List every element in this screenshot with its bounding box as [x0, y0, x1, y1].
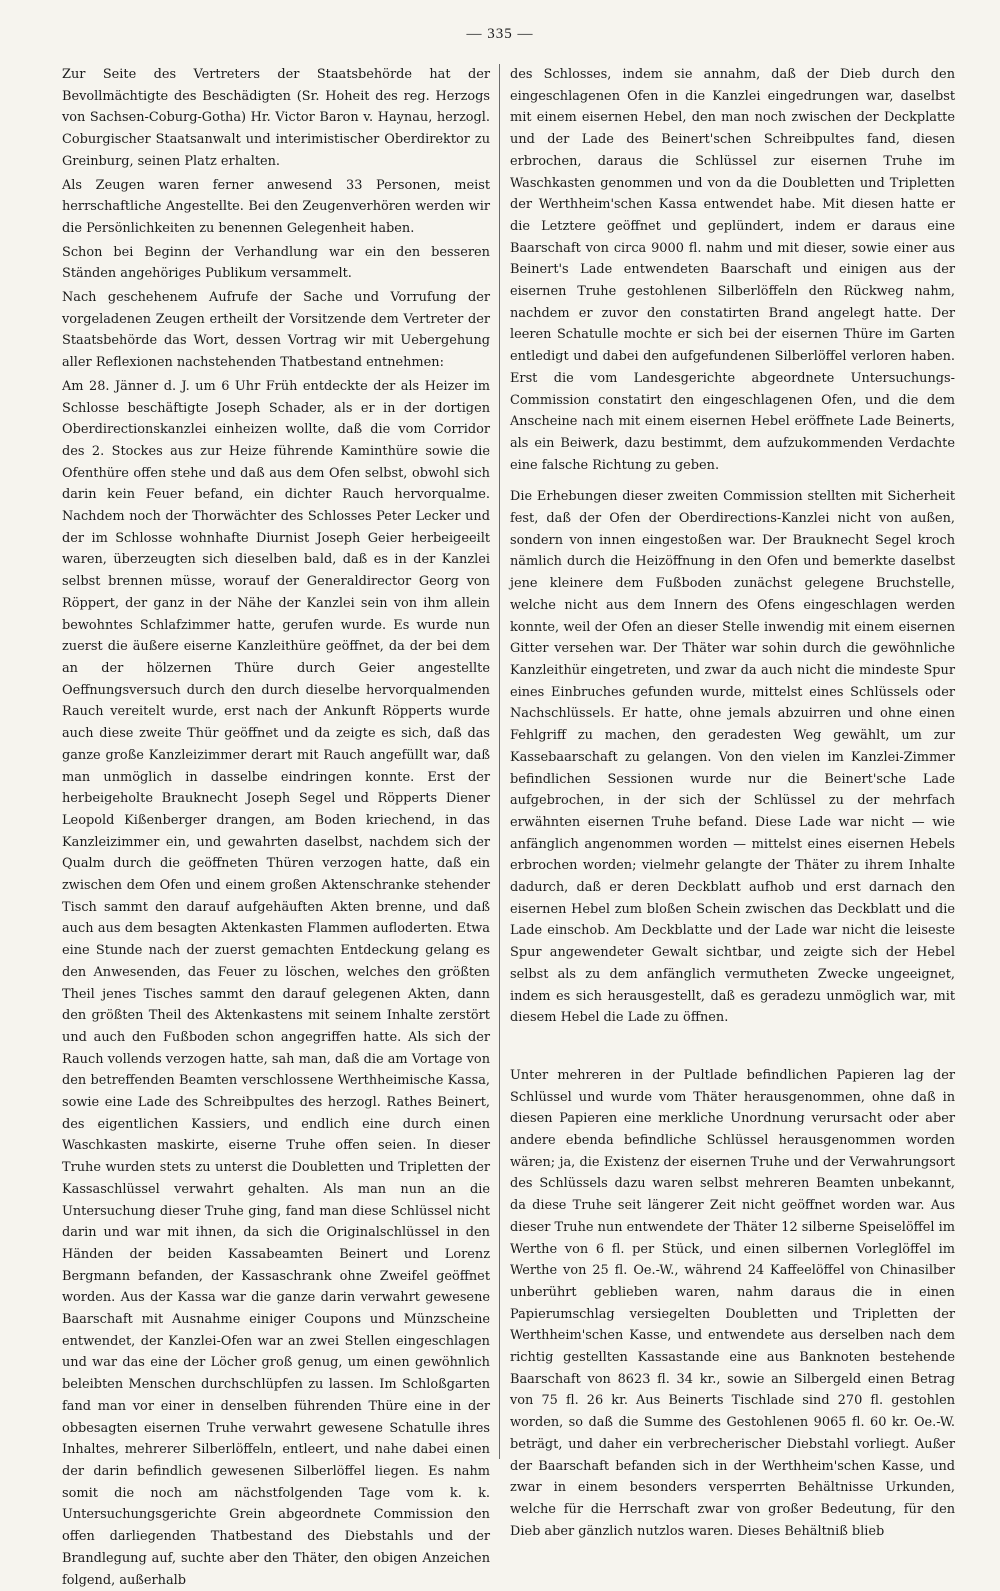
paragraph: Zur Seite des Vertreters der Staatsbehörde hat der Bevollmächtigte des Beschädigten (Sr. Hoheit des reg. Herzogs von Sachsen-Coburg-Gotha) Hr. Victor Baron v. Haynau, herzogl. Coburgischer Staatsanwalt und interimistischer Oberdirektor zu Greinburg, seinen Platz erhalten. — [62, 67, 490, 169]
paragraph: Nach geschehenem Aufrufe der Sache und Vorrufung der vorgeladenen Zeugen ertheilt der Vorsitzende dem Vertreter der Staatsbehörde das Wort, dessen Vortrag wir mit Uebergehung aller Reflexionen nachstehenden Thatbestand entnehmen: — [62, 290, 490, 371]
paragraph: Schon bei Beginn der Verhandlung war ein den besseren Ständen angehöriges Publikum versammelt. — [62, 244, 490, 282]
paragraph: Am 28. Jänner d. J. um 6 Uhr Früh entdeckte der als Heizer im Schlosse beschäftigte Joseph Schader, als er in der dortigen Oberdirectionskanzlei einheizen wollte, daß die vom Corridor des 2. Stockes aus zur Heize führende Kaminthüre sowie die Ofenthüre offen stehe und daß aus dem Ofen selbst, obwohl sich darin kein Feuer befand, ein dichter Rauch hervorqualme. Nachdem noch der Thorwächter des Schlosses Peter Lecker und der im Schlosse wohnhafte Diurnist Joseph Geier herbeigeeilt waren, überzeugten sich dieselben bald, daß es in der Kanzlei selbst brennen müsse, worauf der Generaldirector Georg von Röppert, der ganz in der Nähe der Kanzlei sein von ihm allein bewohntes Schlafzimmer hatte, gerufen wurde. Es wurde nun zuerst die äußere eiserne Kanzleithüre geöffnet, da der bei dem an der hölzernen Thüre durch Geier angestellte Oeffnungsversuch durch den durch dieselbe hervorqualmenden Rauch vereitelt wurde, erst nach der Ankunft Röpperts wurde auch diese zweite Thür geöffnet und da zeigte es sich, daß das ganze große Kanzleizimmer derart mit Rauch angefüllt war, daß man unmöglich in dasselbe eindringen konnte. Erst der herbeigeholte Brauknecht Joseph Segel und Röpperts Diener Leopold Kißenberger drangen, am Boden kriechend, in das Kanzleizimmer ein, und gewahrten daselbst, nachdem sich der Qualm durch die geöffneten Thüren verzogen hatte, daß ein zwischen dem Ofen und einem großen Aktenschranke stehender Tisch sammt den darauf aufgehäuften Akten brenne, und daß auch aus dem besagten Aktenkasten Flammen aufloderten. Etwa eine Stunde nach der zuerst gemachten Entdeckung gelang es den Anwesenden, das Feuer zu löschen, welches den größten Theil jenes Tisches sammt den darauf gelegenen Akten, dann den größten Theil des Aktenkastens mit seinem Inhalte zerstört und auch den Fußboden schon angegriffen hatte. Als sich der Rauch vollends verzogen hatte, sah man, daß die am Vortage von den betreffenden Beamten verschlossene Werthheimische Kassa, sowie eine Lade des Schreibpultes des herzogl. Rathes Beinert, des eigentlichen Kassiers, und endlich eine durch einen Waschkasten maskirte, eiserne Truhe offen seien. In dieser Truhe wurden stets zu unterst die Doubletten und Tripletten der Kassaschlüssel verwahrt gehalten. Als man nun an die Untersuchung dieser Truhe ging, fand man diese Schlüssel nicht darin und war mit ihnen, da sich die Originalschlüssel in den Händen der beiden Kassabeamten Beinert und Lorenz Bergmann befanden, der Kassaschrank ohne Zweifel geöffnet worden. Aus der Kassa war die ganze darin verwahrt gewesene Baarschaft mit Ausnahme einiger Coupons und Münzscheine entwendet, der Kanzlei-Ofen war an zwei Stellen eingeschlagen und war das eine der Löcher groß genug, um einen gewöhnlich beleibten Menschen durchschlüpfen zu lassen. Im Schloßgarten fand man vor einer in denselben führenden Thüre eine in der obbesagten eisernen Truhe verwahrt gewesene Schatulle ihres Inhaltes, mehrerer Silberlöffeln, entleert, und nahe dabei einen der darin befindlich gewesenen Silberlöffel liegen. Es nahm somit die noch am nächstfolgenden Tage vom k. k. Untersuchungsgerichte Grein abgeordnete Commission den offen darliegenden Thatbestand des Diebstahls und der Brandlegung auf, suchte aber den Thäter, den obigen Anzeichen folgend, außerhalb — [62, 378, 490, 1588]
paragraph: Unter mehreren in der Pultlade befindlichen Papieren lag der Schlüssel und wurde vom Thäter herausgenommen, ohne daß in diesen Papieren eine merkliche Unordnung verursacht oder aber andere ebenda befindliche Schlüssel herausgenommen worden wären; ja, die Existenz der eisernen Truhe und der Verwahrungsort des Schlüssels dazu waren selbst mehreren Beamten unbekannt, da diese Truhe seit längerer Zeit nicht geöffnet worden war. Aus dieser Truhe nun entwendete der Thäter 12 silberne Speiselöffel im Werthe von 6 fl. per Stück, und einen silbernen Vorleglöffel im Werthe von 25 fl. Oe.-W., während 24 Kaffeelöffel von Chinasilber unberührt geblieben waren, nahm daraus die in einen Papierumschlag versiegelten Doubletten und Tripletten der Werthheim'schen Kasse, und entwendete aus derselben nach dem richtig gestellten Kassastande eine aus Banknoten bestehende Baarschaft von 8623 fl. 34 kr., sowie an Silbergeld einen Betrag von 75 fl. 26 kr. Aus Beinerts Tischlade sind 270 fl. gestohlen worden, so daß die Summe des Gestohlenen 9065 fl. 60 kr. Oe.-W. beträgt, und daher ein verbrecherischer Diebstahl vorliegt. Außer der Baarschaft befanden sich in der Werthheim'schen Kasse, und zwar in einem besonders versperrten Behältnisse Urkunden, welche für die Herrschaft zwar von großer Bedeutung, für den Dieb aber gänzlich nutzlos waren. Dieses Behältniß blieb — [510, 1067, 956, 1539]
paragraph: des Schlosses, indem sie annahm, daß der Dieb durch den eingeschlagenen Ofen in die Kanzlei eingedrungen war, daselbst mit einem eisernen Hebel, den man noch zwischen der Deckplatte und der Lade des Beinert'schen Schreibpultes fand, diesen erbrochen, daraus die Schlüssel zur eisernen Truhe im Waschkasten genommen und von da die Doubletten und Tripletten der Werthheim'schen Kassa entwendet habe. Mit diesen hatte er die Letztere geöffnet und geplündert, indem er daraus eine Baarschaft von circa 9000 fl. nahm und mit dieser, sowie einer aus Beinert's Lade entwendeten Baarschaft und einigen aus der eisernen Truhe gestohlenen Silberlöffeln den Rückweg nahm, nachdem er zuvor den constatirten Brand angelegt hatte. Der leeren Schatulle mochte er sich bei der eisernen Thüre im Garten entledigt und dabei den aufgefundenen Silberlöffel verloren haben. Erst die vom Landesgerichte abgeordnete Untersuchungs-Commission constatirt den eingeschlagenen Ofen, und die dem Anscheine nach mit einem eisernen Hebel eröffnete Lade Beinerts, als ein Beiwerk, dazu bestimmt, dem aufzukommenden Verdachte eine falsche Richtung zu geben. — [510, 67, 955, 473]
page-number: — 335 — — [466, 26, 534, 42]
paragraph: Die Erhebungen dieser zweiten Commission stellten mit Sicherheit fest, daß der Ofen der Oberdirections-Kanzlei nicht von außen, sondern von innen eingestoßen war. Der Brauknecht Segel kroch nämlich durch die Heizöffnung in den Ofen und bemerkte daselbst jene kleinere dem Fußboden zunächst gelegene Bruchstelle, welche nicht aus dem Innern des Ofens eingeschlagen werden konnte, weil der Ofen an dieser Stelle inwendig mit einem eisernen Gitter versehen war. Der Thäter war sohin durch die gewöhnliche Kanzleithür eingetreten, und zwar da auch nicht die mindeste Spur eines Einbruches gefunden wurde, mittelst eines Schlüssels oder Nachschlüssels. Er hatte, ohne jemals abzuirren und ohne einen Fehlgriff zu machen, den geradesten Weg gewählt, um zur Kassebaarschaft zu gelangen. Von den vielen im Kanzlei-Zimmer befindlichen Sessionen wurde nur die Beinert'sche Lade aufgebrochen, in der sich der Schlüssel zu der mehrfach erwähnten eisernen Truhe befand. Diese Lade war nicht — wie anfänglich angenommen worden — mittelst eines eisernen Hebels erbrochen worden; vielmehr gelangte der Thäter zu ihrem Inhalte dadurch, daß er deren Deckblatt aufhob und erst darnach den eisernen Hebel zum bloßen Schein zwischen das Deckblatt und die Lade einschob. Am Deckblatte und der Lade war nicht die leiseste Spur angewendeter Gewalt sichtbar, und zeigte sich der Hebel selbst als zu dem anfänglich vermutheten Zwecke ungeeignet, indem es sich herausgestellt, daß es geradezu unmöglich war, mit diesem Hebel die Lade zu öffnen. — [510, 489, 955, 1026]
paragraph: Als Zeugen waren ferner anwesend 33 Personen, meist herrschaftliche Angestellte. Bei den Zeugenverhören werden wir die Persönlichkeiten zu benennen Gelegenheit haben. — [62, 177, 490, 236]
left-column — [62, 64, 490, 1588]
column-divider — [499, 64, 500, 1459]
right-column — [510, 64, 956, 1539]
